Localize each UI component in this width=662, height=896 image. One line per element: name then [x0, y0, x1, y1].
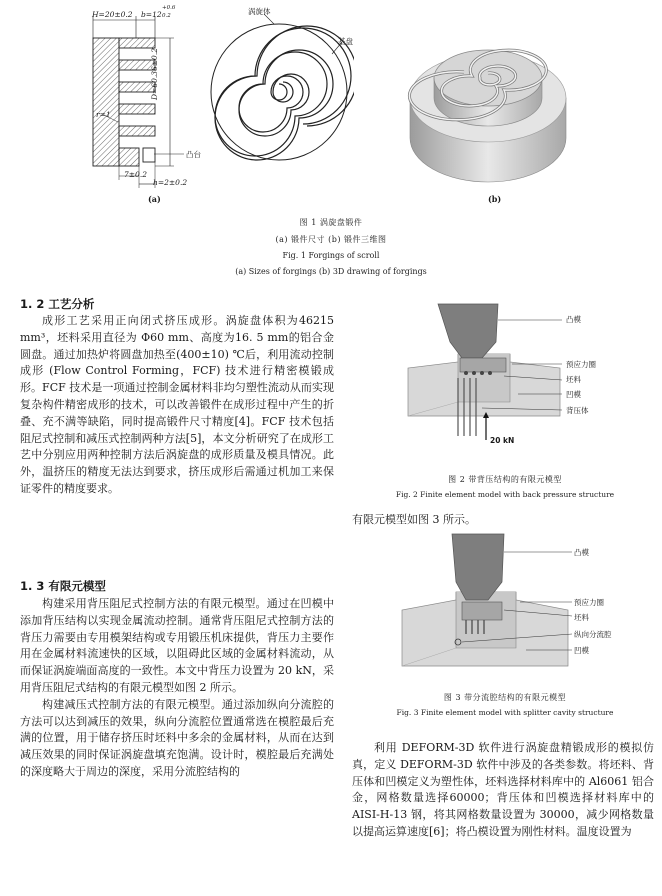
- scroll-3d-view: [398, 6, 578, 196]
- figure2-model: [400, 298, 570, 448]
- fig2-caption-en: Fig. 2 Finite element model with back pressure structure: [395, 490, 615, 499]
- fig1-caption-cn: 图 1 涡旋盘锻件: [299, 218, 363, 227]
- fig1-caption-en-sub: (a) Sizes of forgings (b) 3D drawing of forgings: [235, 267, 427, 276]
- fig3-label-die: 凹模: [574, 646, 589, 655]
- dim-bottom-left: 7±0.2: [124, 170, 147, 179]
- fig3-caption-cn: 图 3 带分流腔结构的有限元模型: [443, 693, 567, 702]
- fig3-label-punch: 凸模: [574, 548, 589, 557]
- fig3-label-splitter-cavity: 纵向分流腔: [574, 630, 612, 639]
- fig1-caption-cn-sub: (a) 锻件尺寸 (b) 锻件三维图: [275, 235, 387, 244]
- section-1-3-body: [20, 596, 334, 781]
- label-base: 基盘: [338, 37, 353, 46]
- section-1-2-body: [20, 313, 334, 498]
- fig1-caption-en: Fig. 1 Forgings of scroll: [282, 251, 380, 260]
- dim-b: b=12: [141, 10, 162, 19]
- subfig-a-label: (a): [148, 194, 161, 204]
- right-paragraph-text: 利用 DEFORM-3D 软件进行涡旋盘精锻成形的模拟仿真，定义 DEFORM-3D 软件中涉及的各类参数。将坯料、背压体和凹模定义为塑性体，坯料选择材料库中的 Al6061 铝合金，网格数量选择60000；背压体和凹模选择材料库中的 AISI-H-13 钢，将其网格数量设置为 30000，减少网格数量以提高运算速度[6]；将凸模设置为刚性材料。温度设置为: [352, 741, 654, 838]
- dim-h: H=20±0.2: [92, 10, 133, 19]
- right-column-paragraph: [352, 740, 654, 841]
- dim-bottom-right: h=2±0.2: [153, 178, 188, 187]
- label-boss: 凸台: [186, 150, 201, 159]
- label-scroll: 涡旋体: [248, 7, 271, 16]
- section-1-2-heading: 1. 2 工艺分析: [20, 297, 95, 311]
- dim-b-tol-bottom: 0.2: [162, 13, 171, 19]
- fig3-label-prestress-ring: 预应力圈: [574, 598, 604, 607]
- subfig-b-label: (b): [488, 194, 502, 204]
- dim-d: D=60.36±0.2: [150, 48, 159, 100]
- fig3-label-billet: 坯料: [574, 613, 589, 622]
- right-text-fig3-intro: 有限元模型如图 3 所示。: [352, 513, 476, 526]
- fig2-label-prestress-ring: 预应力圈: [566, 360, 596, 369]
- fig2-label-die: 凹模: [566, 390, 581, 399]
- fig2-label-billet: 坯料: [566, 375, 581, 384]
- section-1-3-heading: 1. 3 有限元模型: [20, 579, 106, 593]
- dim-b-tol-top: +0.6: [162, 5, 176, 11]
- fig3-caption-en: Fig. 3 Finite element model with splitter cavity structure: [396, 708, 614, 717]
- figure3-model: [396, 530, 576, 690]
- section-1-3-paragraph-2: 构建减压式控制方法的有限元模型。通过添加纵向分流腔的方法可以达到减压的效果，纵向分流腔位置通常选在模腔最后充满的位置，用于储存挤压时坯料中多余的金属材料，从而在达到减压效果的同时保证涡旋盘填充饱满。设计时，模腔最后充满处的深度略大于周边的深度，采用分流腔结构的: [20, 697, 334, 778]
- fig2-force-label: 20 kN: [490, 436, 515, 445]
- section-1-2-paragraph: 成形工艺采用正向闭式挤压成形。涡旋盘体积为46215 mm³，坯料采用直径为 Φ60 mm、高度为16. 5 mm的铝合金圆盘。通过加热炉将圆盘加热至(400±10) ℃后，利用流动控制成形 (Flow Control Forming，FCF) 技术进行精密模锻成形。FCF 技术是一项通过控制金属材料非均匀塑性流动从而实现复杂构件精密成形的技术，可以改善锻件在成形过程中产生的折叠、充不满等缺陷，同时提高锻件尺寸精度[4]。FCF 技术包括阻尼式控制和减压式控制两种方法[5]，本文分析研究了在成形工艺中分别应用两种控制方法后涡旋盘的成形质量及模具情况。此外，温挤压的精度无法达到要求，挤压成形后需通过机加工来保证零件的精度要求。: [20, 314, 334, 495]
- section-1-3-paragraph-1: 构建采用背压阻尼式控制方法的有限元模型。通过在凹模中添加背压结构以实现金属流动控制。通常背压阻尼式控制方法的背压力需要由专用模架结构或专用锻压机床提供，背压力主要作用在金属材料流速快的区域，以阻碍此区域的金属材料流动，从而保证涡旋端面高度的一致性。本文中背压力设置为 20 kN，采用背压阻尼式结构的有限元模型如图 2 所示。: [20, 597, 334, 694]
- dim-r: r=1: [96, 110, 111, 119]
- scroll-top-view: [204, 14, 354, 164]
- fig2-caption-cn: 图 2 带背压结构的有限元模型: [448, 475, 562, 484]
- fig2-label-back-pressure-body: 背压体: [566, 406, 589, 415]
- fig2-label-punch: 凸模: [566, 315, 581, 324]
